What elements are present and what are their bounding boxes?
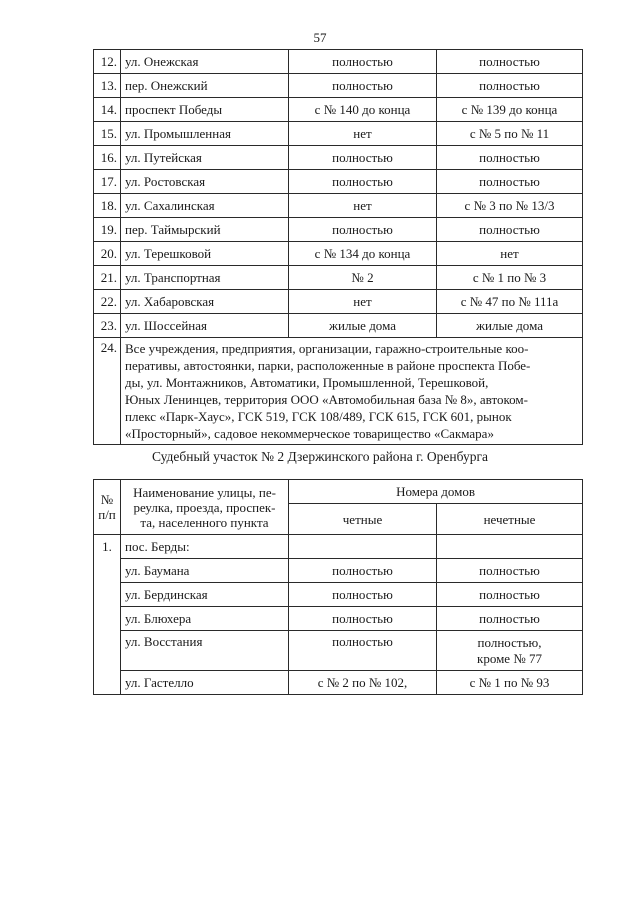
even-houses: полностью <box>289 50 437 74</box>
table-row <box>94 242 583 266</box>
row-number: 18. <box>94 194 121 218</box>
even-houses: полностью <box>289 607 437 631</box>
table-row <box>94 194 583 218</box>
section-title: Судебный участок № 2 Дзержинского района г. Оренбурга <box>151 449 488 464</box>
street-name: ул. Восстания <box>121 631 289 671</box>
table-row <box>94 607 583 631</box>
header-house-numbers: Номера домов <box>289 480 583 504</box>
even-houses: № 2 <box>289 266 437 290</box>
table-row <box>94 50 583 74</box>
street-name: ул. Путейская <box>121 146 289 170</box>
bottom-table-body <box>94 480 583 695</box>
header-street-line: Наименование улицы, пе- <box>133 484 276 500</box>
bottom-address-table <box>93 479 583 695</box>
even-houses: нет <box>289 122 437 146</box>
even-houses: с № 140 до конца <box>289 98 437 122</box>
street-name: ул. Блюхера <box>121 607 289 631</box>
header-even: четные <box>289 504 437 535</box>
table-row <box>94 74 583 98</box>
top-table-body <box>94 50 583 445</box>
institutions-list <box>121 338 583 445</box>
row-number: 21. <box>94 266 121 290</box>
street-name: пер. Таймырский <box>121 218 289 242</box>
odd-houses-line: полностью <box>479 610 540 626</box>
street-name: ул. Хабаровская <box>121 290 289 314</box>
odd-houses <box>437 559 583 583</box>
even-houses: полностью <box>289 218 437 242</box>
odd-houses <box>437 671 583 695</box>
even-houses: нет <box>289 290 437 314</box>
odd-houses <box>437 583 583 607</box>
header-odd: нечетные <box>437 504 583 535</box>
street-name: ул. Сахалинская <box>121 194 289 218</box>
street-name: ул. Ростовская <box>121 170 289 194</box>
street-name: ул. Шоссейная <box>121 314 289 338</box>
table-row <box>94 559 583 583</box>
odd-houses: с № 47 по № 111а <box>437 290 583 314</box>
top-address-table <box>93 49 583 445</box>
institutions-line: Юных Ленинцев, территория ООО «Автомобильная база № 8», автоком- <box>125 392 528 407</box>
header-street-line: реулка, проезда, проспек- <box>133 499 276 515</box>
even-houses: полностью <box>289 559 437 583</box>
street-name: ул. Терешковой <box>121 242 289 266</box>
odd-houses: с № 5 по № 11 <box>437 122 583 146</box>
row-number: 13. <box>94 74 121 98</box>
street-name: проспект Победы <box>121 98 289 122</box>
table-row <box>94 314 583 338</box>
table-row <box>94 146 583 170</box>
street-name: ул. Транспортная <box>121 266 289 290</box>
even-houses <box>289 535 437 559</box>
odd-houses: полностью <box>437 74 583 98</box>
table-row <box>94 583 583 607</box>
odd-houses <box>437 631 583 671</box>
even-houses: жилые дома <box>289 314 437 338</box>
odd-houses: с № 139 до конца <box>437 98 583 122</box>
institutions-line: «Просторный», садовое некоммерческое товарищество «Сакмара» <box>125 426 494 441</box>
row-number: 19. <box>94 218 121 242</box>
table-row <box>94 535 583 559</box>
odd-houses: полностью <box>437 218 583 242</box>
institutions-line: перативы, автостоянки, парки, расположенные в районе проспекта Побе- <box>125 358 531 373</box>
table-row <box>94 671 583 695</box>
institutions-line: Все учреждения, предприятия, организации, гаражно-строительные коо- <box>125 341 529 356</box>
odd-houses-line: полностью, <box>477 634 542 650</box>
table-row <box>94 290 583 314</box>
table-row <box>94 122 583 146</box>
row-number: 24. <box>94 338 121 445</box>
settlement-name: пос. Берды: <box>121 535 289 559</box>
table-row <box>94 631 583 671</box>
header-street-line: та, населенного пункта <box>140 514 269 530</box>
row-number: 23. <box>94 314 121 338</box>
group-number: 1. <box>94 535 121 695</box>
row-number: 16. <box>94 146 121 170</box>
street-name: ул. Промышленная <box>121 122 289 146</box>
odd-houses: с № 1 по № 3 <box>437 266 583 290</box>
even-houses: полностью <box>289 170 437 194</box>
row-number: 15. <box>94 122 121 146</box>
institutions-line: плекс «Парк-Хаус», ГСК 519, ГСК 108/489, ГСК 615, ГСК 601, рынок <box>125 409 512 424</box>
even-houses: полностью <box>289 146 437 170</box>
even-houses: полностью <box>289 631 437 671</box>
odd-houses: нет <box>437 242 583 266</box>
odd-houses <box>437 535 583 559</box>
even-houses: полностью <box>289 74 437 98</box>
header-row <box>94 480 583 504</box>
street-name: ул. Онежская <box>121 50 289 74</box>
odd-houses: полностью <box>437 170 583 194</box>
header-number-line: № <box>100 492 114 507</box>
header-street <box>121 480 289 535</box>
odd-houses: полностью <box>437 146 583 170</box>
header-number-line: п/п <box>98 507 116 522</box>
odd-houses: полностью <box>437 50 583 74</box>
institutions-line: ды, ул. Монтажников, Автоматики, Промышленной, Терешковой, <box>125 375 489 390</box>
street-name: ул. Баумана <box>121 559 289 583</box>
table-row <box>94 170 583 194</box>
page-number: 57 <box>313 30 327 45</box>
odd-houses-line: кроме № 77 <box>477 650 542 666</box>
odd-houses: с № 3 по № 13/3 <box>437 194 583 218</box>
even-houses: с № 134 до конца <box>289 242 437 266</box>
odd-houses-line: полностью <box>479 562 540 578</box>
table-row <box>94 338 583 445</box>
row-number: 17. <box>94 170 121 194</box>
row-number: 22. <box>94 290 121 314</box>
even-houses: нет <box>289 194 437 218</box>
header-number <box>94 480 121 535</box>
row-number: 20. <box>94 242 121 266</box>
odd-houses: жилые дома <box>437 314 583 338</box>
table-row <box>94 266 583 290</box>
street-name: ул. Бердинская <box>121 583 289 607</box>
odd-houses-line: с № 1 по № 93 <box>469 674 550 690</box>
row-number: 14. <box>94 98 121 122</box>
table-row <box>94 98 583 122</box>
table-row <box>94 218 583 242</box>
odd-houses <box>437 607 583 631</box>
odd-houses-line: полностью <box>479 586 540 602</box>
even-houses: полностью <box>289 583 437 607</box>
row-number: 12. <box>94 50 121 74</box>
even-houses: с № 2 по № 102, <box>289 671 437 695</box>
street-name: пер. Онежский <box>121 74 289 98</box>
street-name: ул. Гастелло <box>121 671 289 695</box>
